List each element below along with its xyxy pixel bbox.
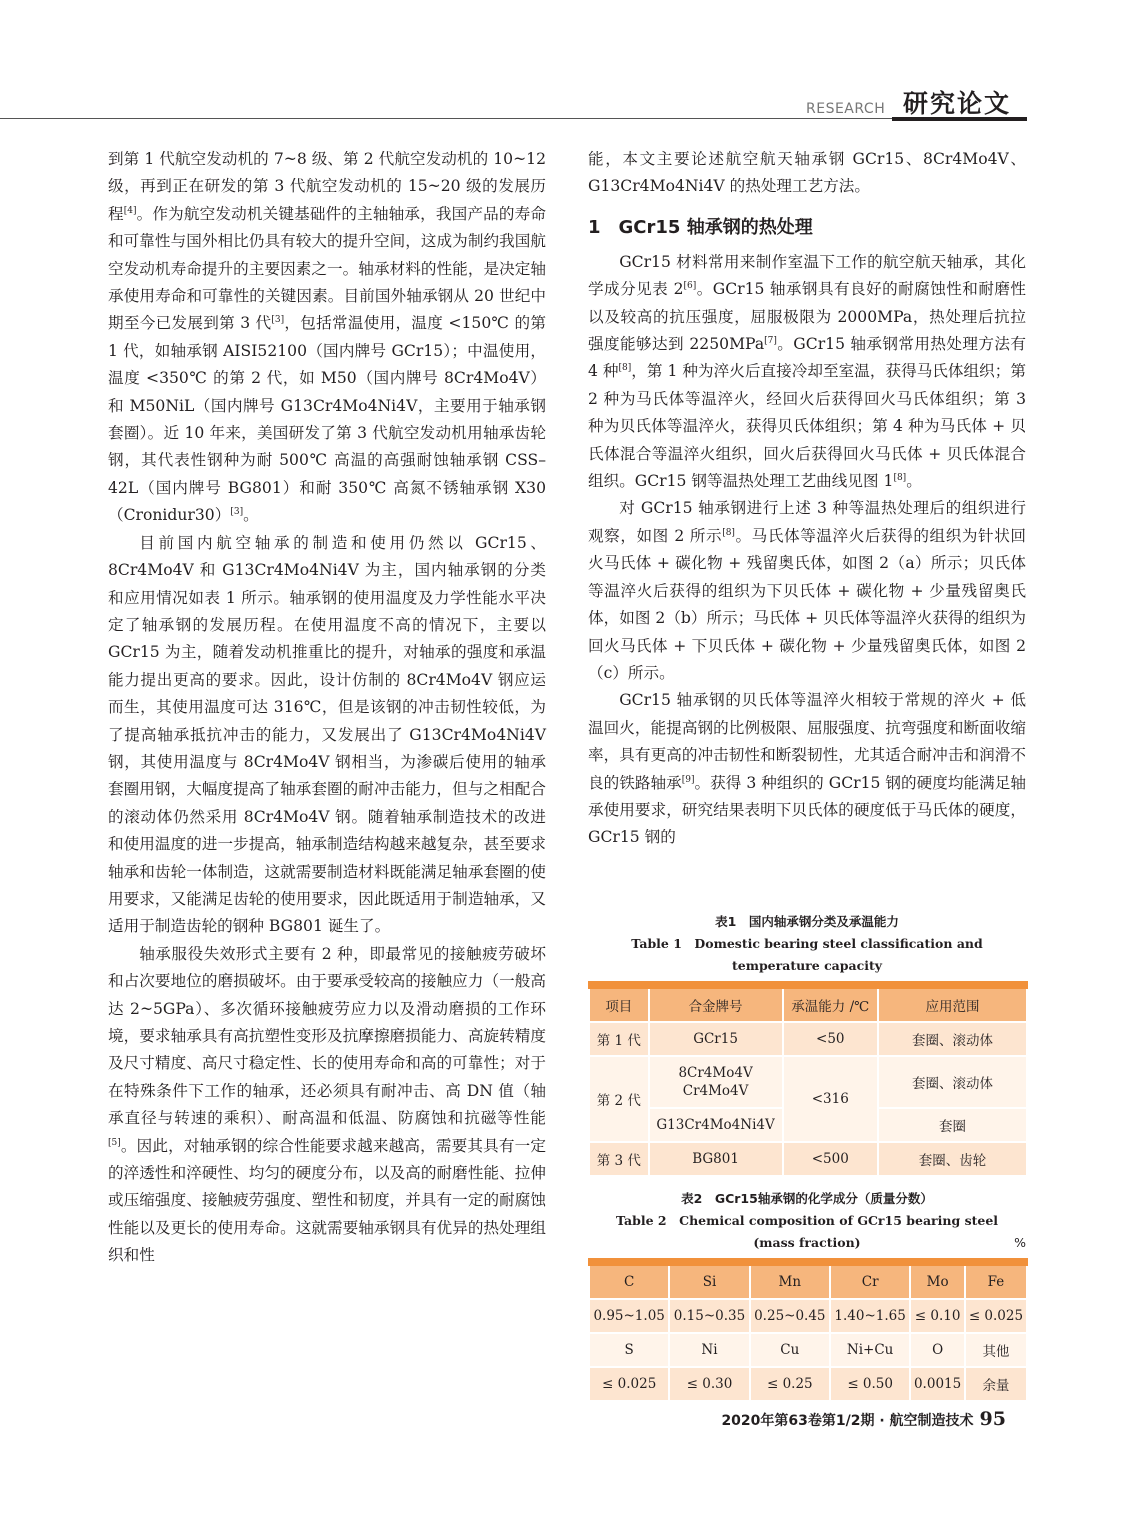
- table1-caption-cn: 表1 国内轴承钢分类及承温能力: [715, 914, 899, 929]
- table-header-cell: Mo: [910, 1262, 965, 1299]
- citation: [3]: [230, 507, 244, 518]
- table-cell: Ni+Cu: [830, 1333, 910, 1367]
- table-header-cell: 项目: [589, 985, 649, 1022]
- table-header-cell: Cr: [830, 1262, 910, 1299]
- table-row: [589, 1056, 1027, 1108]
- left-paragraph-1: 到第 1 代航空发动机的 7~8 级、第 2 代航空发动机的 10~12 级，再到正在研发的第 3 代航空发动机的 15~20 级的发展历程[4]。作为航空发动机关键基础件的主轴轴承，我国产品的寿命和可靠性与国外相比仍具有较大的提升空间，这成为制约我国航空发动机寿命提升的主要因素之一。轴承材料的性能，是决定轴承使用寿命和可靠性的关键因素。目前国外轴承钢从 20 世纪中期至今已发展到第 3 代[3]，包括常温使用，温度 <150℃ 的第 1 代，如轴承钢 AISI52100（国内牌号 GCr15）；中温使用，温度 <350℃ 的第 2 代，如 M50（国内牌号 8Cr4Mo4V）和 M50NiL（国内牌号 G13Cr4Mo4Ni4V，主要用于轴承钢套圈）。近 10 年来，美国研发了第 3 代航空发动机用轴承齿轮钢，其代表性钢种为耐 500℃ 高温的高强耐蚀轴承钢 CSS–42L（国内牌号 BG801）和耐 350℃ 高氮不锈轴承钢 X30（Cronidur30）[3]。: [108, 150, 546, 525]
- right-column: [588, 146, 1026, 852]
- table-cell-line: 8Cr4Mo4V: [678, 1065, 753, 1081]
- table-cell: 套圈: [878, 1108, 1027, 1142]
- table-cell: 其他: [965, 1333, 1027, 1367]
- header-english: RESEARCH: [806, 101, 886, 117]
- table-cell: [649, 1056, 783, 1108]
- table2-unit: %: [1014, 1235, 1026, 1250]
- table-cell: 套圈、齿轮: [878, 1142, 1027, 1176]
- section-heading: 1 GCr15 轴承钢的热处理: [588, 216, 813, 238]
- right-paragraph-3: GCr15 轴承钢的贝氏体等温淬火相较于常规的淬火 + 低温回火，能提高钢的比例极限、屈服强度、抗弯强度和断面收缩率，具有更高的冲击韧性和断裂韧性，尤其适合耐冲击和润滑不良的铁路轴承[9]。获得 3 种组织的 GCr15 钢的硬度均能满足轴承使用要求，研究结果表明下贝氏体的硬度低于马氏体的硬度，GCr15 钢的: [588, 691, 1026, 847]
- table-cell: 套圈、滚动体: [878, 1022, 1027, 1056]
- table-cell: G13Cr4Mo4Ni4V: [649, 1108, 783, 1142]
- table-cell: 第 2 代: [589, 1056, 649, 1142]
- citation: [3]: [271, 315, 285, 326]
- citation: [7]: [764, 336, 777, 347]
- table-row: [589, 1367, 1027, 1401]
- header-rule: [0, 118, 892, 119]
- table-header-cell: Si: [669, 1262, 749, 1299]
- table-cell: Ni: [669, 1333, 749, 1367]
- table-header-cell: Mn: [750, 1262, 830, 1299]
- journal-issue: 2020年第63卷第1/2期 · 航空制造技术: [721, 1413, 974, 1429]
- page-footer: [721, 1408, 1006, 1430]
- table-cell: ≤ 0.10: [910, 1299, 965, 1333]
- table-cell: GCr15: [649, 1022, 783, 1056]
- table-cell: 余量: [965, 1367, 1027, 1401]
- table-cell: 0.95~1.05: [589, 1299, 669, 1333]
- table-cell: 0.0015: [910, 1367, 965, 1401]
- table-row: [589, 1022, 1027, 1056]
- table-row: [589, 1142, 1027, 1176]
- table-cell: Cu: [750, 1333, 830, 1367]
- citation: [8]: [893, 473, 907, 484]
- table-cell: 第 1 代: [589, 1022, 649, 1056]
- table-cell: <500: [783, 1142, 879, 1176]
- header-section-title: 研究论文: [903, 89, 1012, 118]
- table-header-row: [589, 985, 1027, 1022]
- table-cell: 1.40~1.65: [830, 1299, 910, 1333]
- table1-caption: [588, 911, 1026, 977]
- table-cell: ≤ 0.25: [750, 1367, 830, 1401]
- table1-caption-en2: temperature capacity: [731, 958, 883, 973]
- table-cell: ≤ 0.30: [669, 1367, 749, 1401]
- table-cell: ≤ 0.025: [965, 1299, 1027, 1333]
- table-cell: 套圈、滚动体: [878, 1056, 1027, 1108]
- table-header-cell: 承温能力 /℃: [783, 985, 879, 1022]
- table-cell: 0.15~0.35: [669, 1299, 749, 1333]
- table-header-cell: 应用范围: [878, 985, 1027, 1022]
- table-header-cell: C: [589, 1262, 669, 1299]
- table-header-cell: 合金牌号: [649, 985, 783, 1022]
- table2: [588, 1258, 1028, 1402]
- citation: [8]: [618, 363, 632, 374]
- right-paragraph-1: GCr15 材料常用来制作室温下工作的航空航天轴承，其化学成分见表 2[6]。GCr15 轴承钢具有良好的耐腐蚀性和耐磨性以及较高的抗压强度，屈服极限为 2000MPa，热处理后抗拉强度能够达到 2250MPa[7]。GCr15 轴承钢常用热处理方法有 4 种[8]，第 1 种为淬火后直接冷却至室温，获得马氏体组织；第 2 种为马氏体等温淬火，经回火后获得回火马氏体组织；第 3 种为贝氏体等温淬火，获得贝氏体组织；第 4 种为马氏体 + 贝氏体混合等温淬火组织，回火后获得回火马氏体 + 贝氏体混合组织。GCr15 钢等温热处理工艺曲线见图 1[8]。: [588, 252, 1026, 491]
- table1-caption-en1: Table 1 Domestic bearing steel classification and: [631, 936, 983, 951]
- citation: [4]: [123, 205, 137, 216]
- left-paragraph-3: 轴承服役失效形式主要有 2 种，即最常见的接触疲劳破坏和占次要地位的磨损破坏。由于要承受较高的接触应力（一般高达 2~5GPa）、多次循环接触疲劳应力以及滑动磨损的工作环境，要求轴承具有高抗塑性变形及抗摩擦磨损能力、高旋转精度及尺寸精度、高尺寸稳定性、长的使用寿命和高的可靠性；对于在特殊条件下工作的轴承，还必须具有耐冲击、高 DN 值（轴承直径与转速的乘积）、耐高温和低温、防腐蚀和抗磁等性能[5]。因此，对轴承钢的综合性能要求越来越高，需要其具有一定的淬透性和淬硬性、均匀的硬度分布，以及高的耐磨性能、拉伸或压缩强度、接触疲劳强度、塑性和韧度，并具有一定的耐腐蚀性能以及更长的使用寿命。这就需要轴承钢具有优异的热处理组织和性: [108, 944, 546, 1265]
- table-header-row: [589, 1262, 1027, 1299]
- table-cell: ≤ 0.025: [589, 1367, 669, 1401]
- table-cell: 第 3 代: [589, 1142, 649, 1176]
- table2-caption-en1: Table 2 Chemical composition of GCr15 bearing steel: [615, 1213, 999, 1228]
- table-cell: ≤ 0.50: [830, 1367, 910, 1401]
- citation: [6]: [683, 281, 697, 292]
- citation: [5]: [108, 1137, 121, 1148]
- table-cell: 0.25~0.45: [750, 1299, 830, 1333]
- right-paragraph-0: 能，本文主要论述航空航天轴承钢 GCr15、8Cr4Mo4V、G13Cr4Mo4Ni4V 的热处理工艺方法。: [588, 150, 1026, 196]
- table1: [588, 981, 1028, 1177]
- table-row: [589, 1333, 1027, 1367]
- table-cell: O: [910, 1333, 965, 1367]
- table-cell: S: [589, 1333, 669, 1367]
- table2-caption: [588, 1188, 1026, 1254]
- table-header-cell: Fe: [965, 1262, 1027, 1299]
- right-paragraph-2: 对 GCr15 轴承钢进行上述 3 种等温热处理后的组织进行观察，如图 2 所示[8]。马氏体等温淬火后获得的组织为针状回火马氏体 + 碳化物 + 残留奥氏体，如图 2（a）所示；贝氏体等温淬火后获得的组织为下贝氏体 + 碳化物 + 少量残留奥氏体，如图 2（b）所示；马氏体 + 贝氏体等温淬火获得的组织为回火马氏体 + 下贝氏体 + 碳化物 + 少量残留奥氏体，如图 2（c）所示。: [588, 499, 1026, 682]
- table-cell: BG801: [649, 1142, 783, 1176]
- table-row: [589, 1299, 1027, 1333]
- citation: [9]: [681, 774, 695, 785]
- table-cell: <316: [783, 1056, 879, 1142]
- table-cell: <50: [783, 1022, 879, 1056]
- left-column: [108, 146, 546, 1270]
- left-paragraph-2: 目前国内航空轴承的制造和使用仍然以 GCr15、8Cr4Mo4V 和 G13Cr4Mo4Ni4V 为主，国内轴承钢的分类和应用情况如表 1 所示。轴承钢的使用温度及力学性能水平决定了轴承钢的发展历程。在使用温度不高的情况下，主要以 GCr15 为主，随着发动机推重比的提升，对轴承的强度和承温能力提出更高的要求。因此，设计仿制的 8Cr4Mo4V 钢应运而生，其使用温度可达 316℃，但是该钢的冲击韧性较低，为了提高轴承抵抗冲击的能力，又发展出了 G13Cr4Mo4Ni4V 钢，其使用温度与 8Cr4Mo4V 钢相当，为渗碳后使用的轴承套圈用钢，大幅度提高了轴承套圈的耐冲击能力，但与之相配合的滚动体仍然采用 8Cr4Mo4V 钢。随着轴承制造技术的改进和使用温度的进一步提高，轴承制造结构越来越复杂，甚至要求轴承和齿轮一体制造，这就需要制造材料既能满足轴承套圈的使用要求，又能满足齿轮的使用要求，因此既适用于制造轴承，又适用于制造齿轮的钢种 BG801 诞生了。: [108, 533, 546, 936]
- page-number: 95: [979, 1408, 1006, 1430]
- table-cell-line: Cr4Mo4V: [682, 1083, 749, 1099]
- table2-caption-cn: 表2 GCr15轴承钢的化学成分（质量分数）: [681, 1191, 933, 1206]
- citation: [8]: [722, 527, 735, 538]
- table2-caption-en2: (mass fraction): [753, 1235, 861, 1250]
